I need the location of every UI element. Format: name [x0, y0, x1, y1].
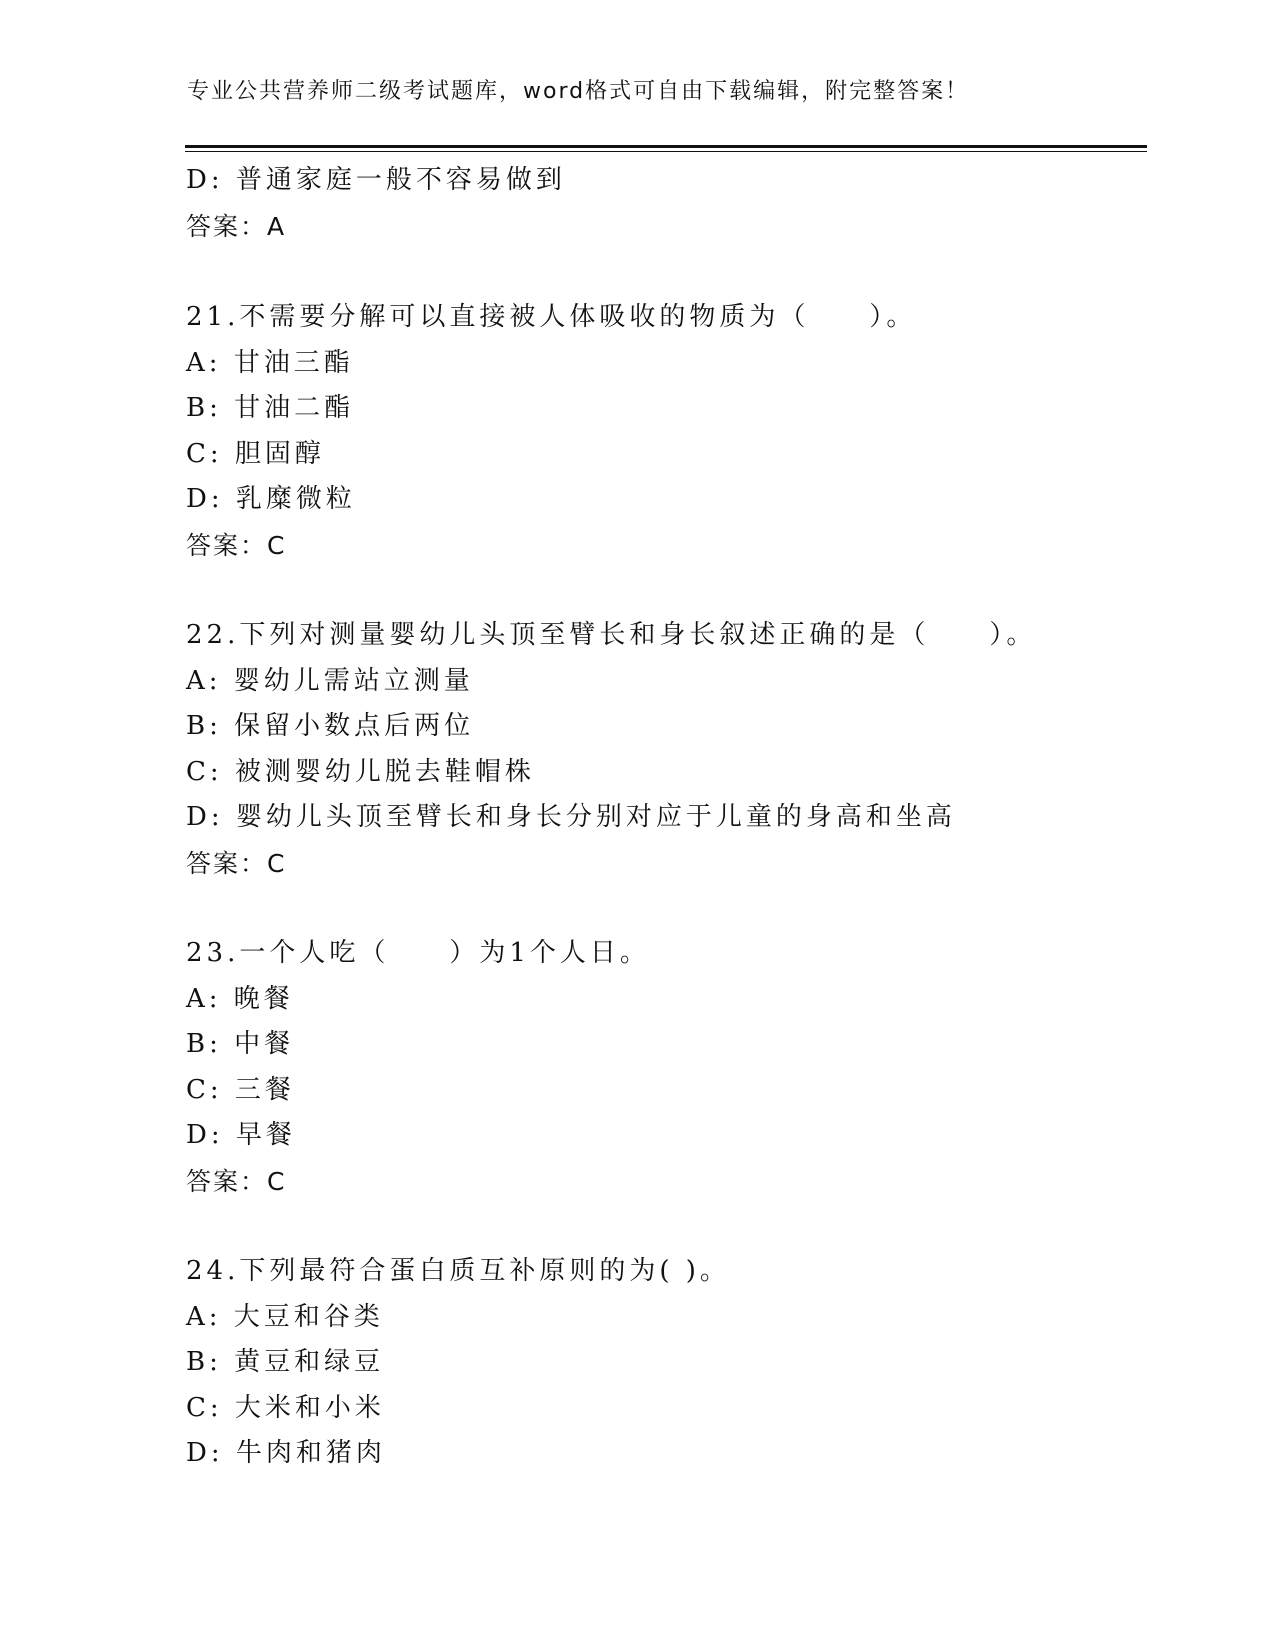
question-stem: 23.一个人吃（ ）为1个人日。 — [186, 938, 650, 968]
option-d: D: 牛肉和猪肉 — [186, 1438, 386, 1468]
header-rule-thin — [185, 151, 1147, 152]
option-b: B: 甘油二酯 — [186, 393, 355, 423]
option-a: A: 婴幼儿需站立测量 — [186, 665, 474, 696]
option-d: D: 婴幼儿头顶至臂长和身长分别对应于儿童的身高和坐高 — [186, 802, 956, 832]
question-23 — [186, 931, 1146, 1204]
answer: 答案：C — [186, 1166, 287, 1196]
option-d: D: 早餐 — [186, 1120, 296, 1150]
option-b: B: 中餐 — [186, 1029, 295, 1059]
header-rule-thick — [185, 145, 1147, 148]
question-stem: 21.不需要分解可以直接被人体吸收的物质为（ ）。 — [186, 302, 917, 332]
question-22 — [186, 613, 1146, 886]
option-a: A: 大豆和谷类 — [186, 1301, 384, 1332]
question-21 — [186, 295, 1146, 568]
page-header: 专业公共营养师二级考试题库，word格式可自由下载编辑，附完整答案！ — [187, 79, 970, 104]
question-24 — [186, 1249, 1146, 1477]
option-b: B: 黄豆和绿豆 — [186, 1347, 385, 1377]
option-c: C: 被测婴幼儿脱去鞋帽株 — [186, 756, 535, 787]
document-body — [186, 158, 1146, 1477]
option-a: A: 甘油三酯 — [186, 347, 354, 378]
option-c: C: 胆固醇 — [186, 438, 325, 469]
answer: 答案：C — [186, 530, 287, 560]
option-c: C: 三餐 — [186, 1074, 295, 1105]
option-a: A: 晚餐 — [186, 983, 294, 1014]
question-stem: 24.下列最符合蛋白质互补原则的为( )。 — [186, 1256, 730, 1286]
option-d: D: 乳糜微粒 — [186, 484, 356, 514]
option-b: B: 保留小数点后两位 — [186, 711, 475, 741]
option-c: C: 大米和小米 — [186, 1392, 385, 1423]
prev-option-d: D: 普通家庭一般不容易做到 — [186, 165, 566, 195]
prev-answer: 答案：A — [186, 211, 287, 241]
question-stem: 22.下列对测量婴幼儿头顶至臂长和身长叙述正确的是（ ）。 — [186, 620, 1037, 650]
answer: 答案：C — [186, 848, 287, 878]
